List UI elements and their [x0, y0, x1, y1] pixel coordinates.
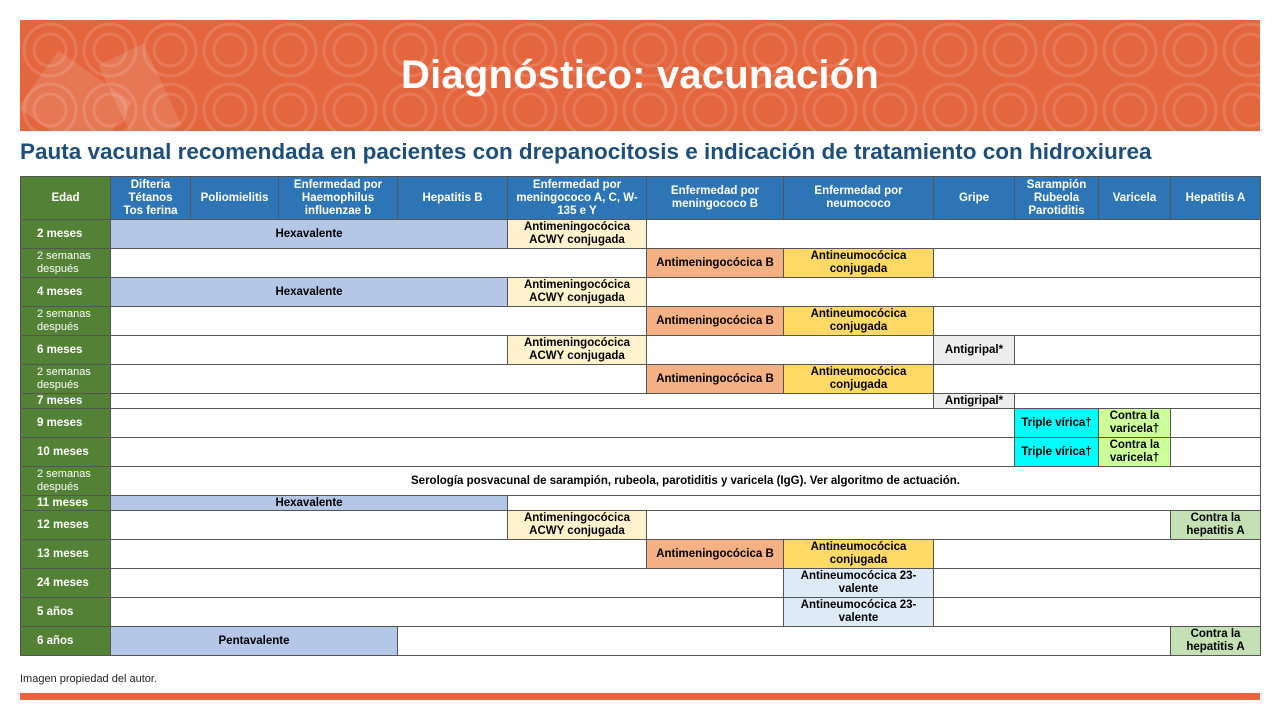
empty-cell: [111, 394, 934, 409]
age-cell: 5 años: [21, 598, 111, 627]
varicela-cell: Contra la varicela†: [1099, 409, 1171, 438]
table-row: [21, 336, 1261, 365]
title-banner: [20, 20, 1260, 131]
age-cell: 24 meses: [21, 569, 111, 598]
age-cell: 6 meses: [21, 336, 111, 365]
gripe-cell: Antigripal*: [934, 336, 1015, 365]
empty-cell: [111, 511, 508, 540]
empty-cell: [1015, 336, 1261, 365]
header-row: [21, 177, 1261, 220]
hepatitis-a-cell: Contra la hepatitis A: [1171, 627, 1261, 656]
empty-cell: [111, 598, 784, 627]
empty-cell: [934, 249, 1261, 278]
varicela-cell: Contra la varicela†: [1099, 438, 1171, 467]
age-cell: 2 semanas después: [21, 307, 111, 336]
empty-cell: [111, 540, 647, 569]
header-neumo: Enfermedad por neumococo: [784, 177, 934, 220]
empty-cell: [1171, 409, 1261, 438]
serologia-cell: Serología posvacunal de sarampión, rubeola, parotiditis y varicela (IgG). Ver algoritmo de actuación.: [111, 467, 1261, 496]
menb-cell: Antimeningocócica B: [647, 307, 784, 336]
table-row: [21, 598, 1261, 627]
header-hepa: Hepatitis A: [1171, 177, 1261, 220]
table-row: [21, 249, 1261, 278]
age-cell: 2 semanas después: [21, 249, 111, 278]
age-cell: 10 meses: [21, 438, 111, 467]
hexavalente-cell: Hexavalente: [111, 278, 508, 307]
table-row: [21, 540, 1261, 569]
age-cell: 9 meses: [21, 409, 111, 438]
empty-cell: [647, 278, 1261, 307]
header-srp: Sarampión Rubeola Parotiditis: [1015, 177, 1099, 220]
table-row: [21, 278, 1261, 307]
neumo23-cell: Antineumocócica 23-valente: [784, 598, 934, 627]
acwy-cell: Antimeningocócica ACWY conjugada: [508, 220, 647, 249]
table-row: [21, 627, 1261, 656]
header-varicela: Varicela: [1099, 177, 1171, 220]
empty-cell: [934, 598, 1261, 627]
table-row: [21, 569, 1261, 598]
pentavalente-cell: Pentavalente: [111, 627, 398, 656]
empty-cell: [111, 249, 647, 278]
table-row: [21, 511, 1261, 540]
header-polio: Poliomielitis: [191, 177, 279, 220]
empty-cell: [508, 496, 1261, 511]
header-hib: Enfermedad por Haemophilus influenzae b: [279, 177, 398, 220]
header-gripe: Gripe: [934, 177, 1015, 220]
neumo-cell: Antineumocócica conjugada: [784, 365, 934, 394]
vaccination-schedule-table: [20, 176, 1261, 656]
age-cell: 13 meses: [21, 540, 111, 569]
triple-virica-cell: Triple vírica†: [1015, 438, 1099, 467]
empty-cell: [934, 365, 1261, 394]
empty-cell: [1171, 438, 1261, 467]
triple-virica-cell: Triple vírica†: [1015, 409, 1099, 438]
table-row: [21, 220, 1261, 249]
neumo-cell: Antineumocócica conjugada: [784, 249, 934, 278]
table-subtitle: Pauta vacunal recomendada en pacientes con drepanocitosis e indicación de tratamiento con hidroxiurea: [20, 139, 1152, 164]
image-credit: Imagen propiedad del autor.: [20, 673, 157, 685]
neumo23-cell: Antineumocócica 23-valente: [784, 569, 934, 598]
age-cell: 4 meses: [21, 278, 111, 307]
empty-cell: [647, 336, 934, 365]
acwy-cell: Antimeningocócica ACWY conjugada: [508, 511, 647, 540]
header-hepb: Hepatitis B: [398, 177, 508, 220]
menb-cell: Antimeningocócica B: [647, 365, 784, 394]
empty-cell: [647, 511, 1171, 540]
empty-cell: [111, 569, 784, 598]
empty-cell: [934, 307, 1261, 336]
empty-cell: [111, 336, 508, 365]
empty-cell: [111, 365, 647, 394]
table-row: [21, 409, 1261, 438]
neumo-cell: Antineumocócica conjugada: [784, 307, 934, 336]
empty-cell: [111, 409, 1015, 438]
table-row: [21, 438, 1261, 467]
empty-cell: [934, 569, 1261, 598]
menb-cell: Antimeningocócica B: [647, 540, 784, 569]
empty-cell: [111, 307, 647, 336]
hepatitis-a-cell: Contra la hepatitis A: [1171, 511, 1261, 540]
empty-cell: [111, 438, 1015, 467]
header-dtp: Difteria Tétanos Tos ferina: [111, 177, 191, 220]
menb-cell: Antimeningocócica B: [647, 249, 784, 278]
empty-cell: [1015, 394, 1261, 409]
age-cell: 12 meses: [21, 511, 111, 540]
table-row: [21, 467, 1261, 496]
table-row: [21, 496, 1261, 511]
age-cell: 6 años: [21, 627, 111, 656]
acwy-cell: Antimeningocócica ACWY conjugada: [508, 336, 647, 365]
age-cell: 2 meses: [21, 220, 111, 249]
hexavalente-cell: Hexavalente: [111, 220, 508, 249]
hexavalente-cell: Hexavalente: [111, 496, 508, 511]
table-row: [21, 307, 1261, 336]
header-menb: Enfermedad por meningococo B: [647, 177, 784, 220]
header-menacwy: Enfermedad por meningococo A, C, W-135 e Y: [508, 177, 647, 220]
neumo-cell: Antineumocócica conjugada: [784, 540, 934, 569]
table-row: [21, 365, 1261, 394]
table-row: [21, 394, 1261, 409]
age-cell: 11 meses: [21, 496, 111, 511]
empty-cell: [647, 220, 1261, 249]
age-cell: 7 meses: [21, 394, 111, 409]
gripe-cell: Antigripal*: [934, 394, 1015, 409]
empty-cell: [398, 627, 1171, 656]
acwy-cell: Antimeningocócica ACWY conjugada: [508, 278, 647, 307]
page-title: Diagnóstico: vacunación: [400, 53, 880, 97]
header-edad: Edad: [21, 177, 111, 220]
age-cell: 2 semanas después: [21, 365, 111, 394]
empty-cell: [934, 540, 1261, 569]
bottom-accent-bar: [20, 693, 1260, 700]
age-cell: 2 semanas después: [21, 467, 111, 496]
